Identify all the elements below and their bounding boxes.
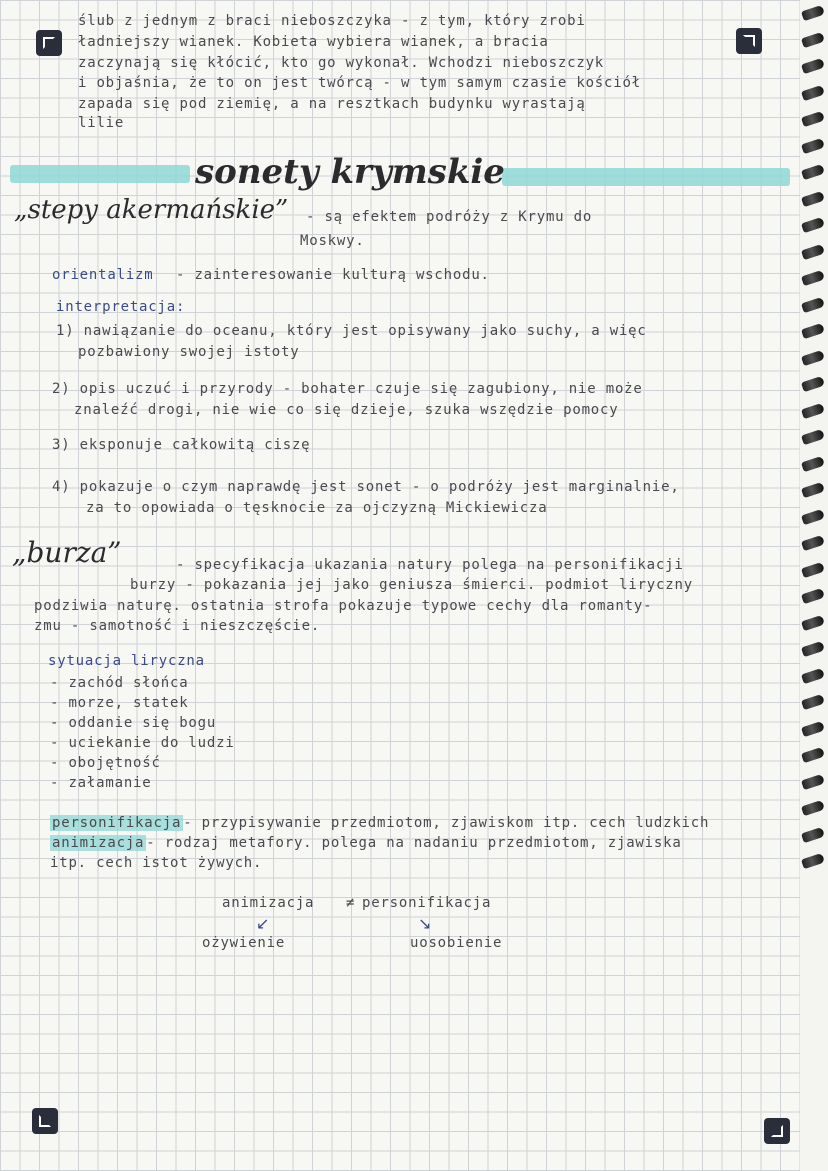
spiral-ring <box>801 164 825 180</box>
spiral-ring <box>801 455 825 471</box>
text-line: zaczynają się kłócić, kto go wykonał. Wchodzi nieboszczyk <box>78 55 605 71</box>
animizacja-term: animizacja <box>52 835 145 851</box>
stepy-desc: Moskwy. <box>300 233 365 249</box>
interp-item: 4) pokazuje o czym naprawdę jest sonet - o podróży jest marginalnie, <box>52 479 680 495</box>
definition-animizacja-cont: itp. cech istot żywych. <box>50 855 263 871</box>
sytuacja-item: - morze, statek <box>50 695 189 711</box>
burza-title: „burza” <box>12 536 122 569</box>
interp-item: 2) opis uczuć i przyrody - bohater czuje się zagubiony, nie może <box>52 381 643 397</box>
spiral-ring <box>801 31 825 47</box>
spiral-ring <box>801 217 825 233</box>
personifikacja-def: - przypisywanie przedmiotom, zjawiskom itp. cech ludzkich <box>183 815 710 831</box>
animizacja-def: - rodzaj metafory. polega na nadaniu przedmiotom, zjawiska <box>146 835 682 851</box>
highlight-bar-left <box>10 165 190 183</box>
text-line: ładniejszy wianek. Kobieta wybiera wianek, a bracia <box>78 34 549 50</box>
spiral-ring <box>801 296 825 312</box>
spiral-ring <box>801 641 825 657</box>
text-line: zapada się pod ziemię, a na resztkach budynku wyrastają <box>78 96 586 112</box>
spiral-ring <box>801 535 825 551</box>
spiral-ring <box>801 853 825 869</box>
personifikacja-term: personifikacja <box>52 815 182 831</box>
spiral-ring <box>801 773 825 789</box>
diagram-right-term: personifikacja <box>362 895 492 911</box>
logo-corner-bottom-left-icon <box>32 1108 58 1134</box>
spiral-ring <box>801 270 825 286</box>
spiral-ring <box>801 747 825 763</box>
sytuacja-item: - załamanie <box>50 775 152 791</box>
highlight-bar-right <box>502 168 790 186</box>
spiral-ring <box>801 561 825 577</box>
spiral-ring <box>801 5 825 21</box>
diagram-left-term: animizacja <box>222 895 315 911</box>
section-title: sonety krymskie <box>195 152 505 192</box>
definition-animizacja <box>50 834 682 853</box>
arrow-down-right-icon: ↘ <box>418 914 432 933</box>
logo-corner-top-left-icon <box>36 30 62 56</box>
spiral-ring <box>801 376 825 392</box>
spiral-ring <box>801 84 825 100</box>
spiral-ring <box>801 349 825 365</box>
spiral-ring <box>801 694 825 710</box>
spiral-ring <box>801 402 825 418</box>
sytuacja-item: - oddanie się bogu <box>50 715 217 731</box>
arrow-down-left-icon: ↙ <box>256 914 270 933</box>
spiral-ring <box>801 243 825 259</box>
interp-item: znaleźć drogi, nie wie co się dzieje, szuka wszędzie pomocy <box>74 402 619 418</box>
interp-item: pozbawiony swojej istoty <box>78 344 300 360</box>
diagram-right-result: uosobienie <box>410 935 503 951</box>
spiral-ring <box>801 614 825 630</box>
spiral-ring <box>801 323 825 339</box>
burza-line: podziwia naturę. ostatnia strofa pokazuje typowe cechy dla romanty- <box>34 598 653 614</box>
spiral-ring <box>801 482 825 498</box>
stepy-title: „stepy akermańskie” <box>14 195 289 225</box>
spiral-ring <box>801 800 825 816</box>
text-line: i objaśnia, że to on jest twórcą - w tym samym czasie kościół <box>78 75 641 91</box>
spiral-ring <box>801 667 825 683</box>
logo-corner-bottom-right-icon <box>764 1118 790 1144</box>
diagram-left-result: ożywienie <box>202 935 286 951</box>
spiral-ring <box>801 588 825 604</box>
burza-line: zmu - samotność i nieszczęście. <box>34 618 321 634</box>
interpretacja-heading: interpretacja: <box>56 299 186 315</box>
diagram-sign: ≠ <box>346 895 356 911</box>
spiral-ring <box>801 508 825 524</box>
interp-item: 3) eksponuje całkowitą ciszę <box>52 437 311 453</box>
orientalizm-def: - zainteresowanie kulturą wschodu. <box>176 267 490 283</box>
sytuacja-item: - zachód słońca <box>50 675 189 691</box>
sytuacja-item: - uciekanie do ludzi <box>50 735 235 751</box>
spiral-ring <box>801 137 825 153</box>
spiral-ring <box>801 111 825 127</box>
interp-item: za to opowiada o tęsknocie za ojczyzną Mickiewicza <box>86 500 548 516</box>
spiral-ring <box>801 429 825 445</box>
logo-corner-top-right-icon <box>736 28 762 54</box>
interp-item: 1) nawiązanie do oceanu, który jest opisywany jako suchy, a więc <box>56 323 647 339</box>
orientalizm-term: orientalizm <box>52 267 154 283</box>
stepy-desc: - są efektem podróży z Krymu do <box>306 209 593 225</box>
text-line: ślub z jednym z braci nieboszczyka - z tym, który zrobi <box>78 13 586 29</box>
text-line: lilie <box>78 115 125 131</box>
burza-line: - specyfikacja ukazania natury polega na personifikacji <box>176 557 684 573</box>
burza-line: burzy - pokazania jej jako geniusza śmierci. podmiot liryczny <box>130 577 693 593</box>
sytuacja-item: - obojętność <box>50 755 161 771</box>
sytuacja-heading: sytuacja liryczna <box>48 653 205 669</box>
spiral-binding <box>800 0 828 1171</box>
spiral-ring <box>801 58 825 74</box>
spiral-ring <box>801 190 825 206</box>
definition-personifikacja <box>50 814 709 833</box>
spiral-ring <box>801 720 825 736</box>
spiral-ring <box>801 826 825 842</box>
